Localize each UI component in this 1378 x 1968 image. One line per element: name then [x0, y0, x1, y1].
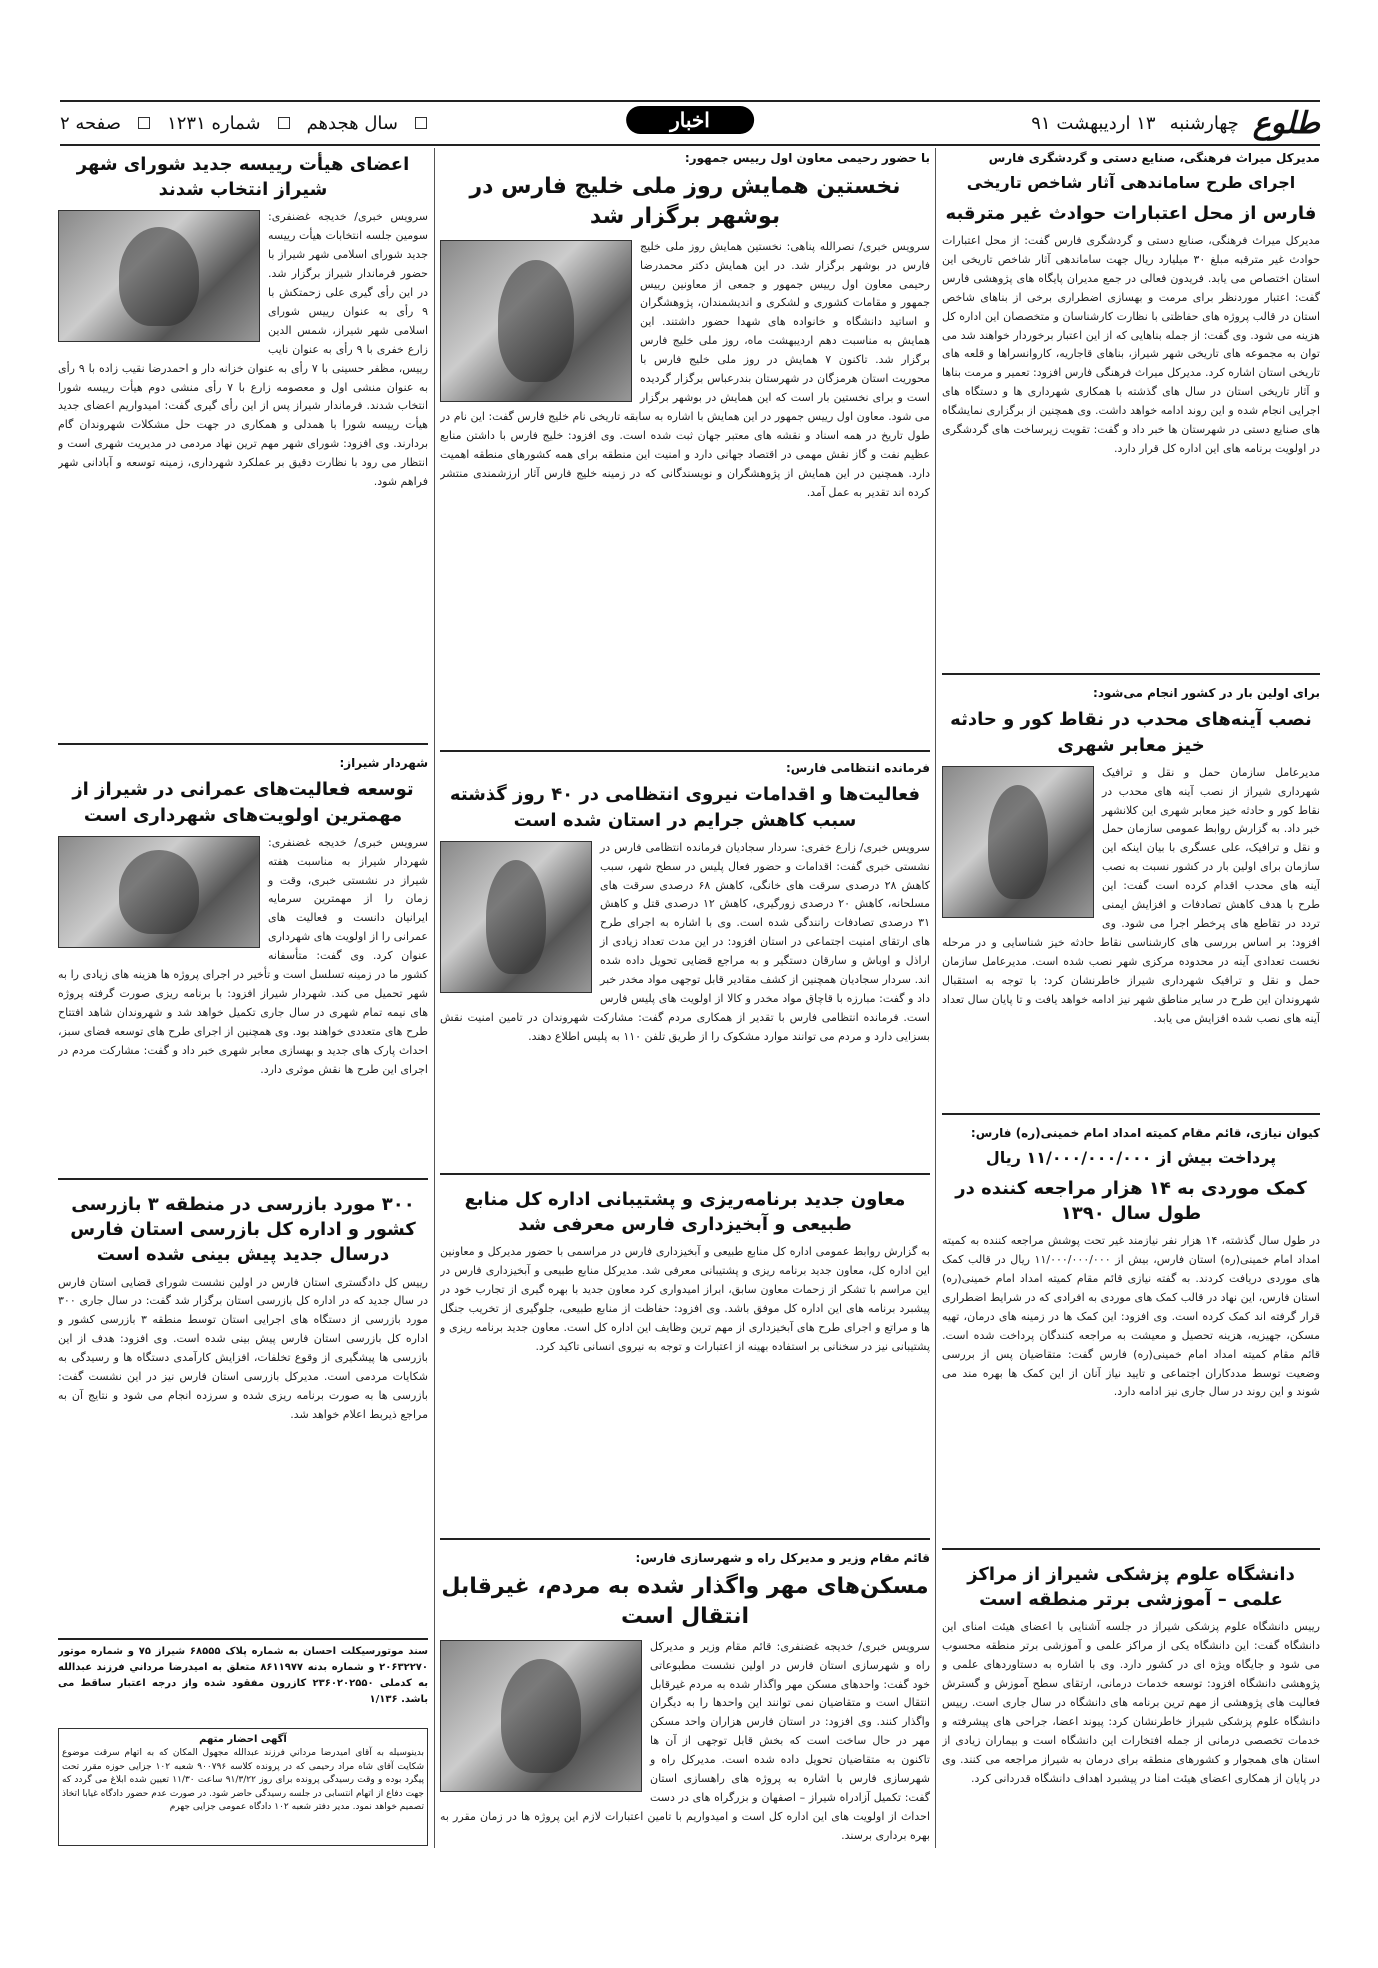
article-university [942, 1558, 1320, 1848]
right-column [942, 148, 1320, 1848]
press-photo [58, 836, 260, 948]
page-number: صفحه ۲ [60, 112, 122, 134]
article-divider [440, 750, 930, 752]
article-body: رییس کل دادگستری استان فارس در اولین نشست شورای قضایی استان فارس در سال جدید که در اداره کل بازرسی استان برگزار شد گفت: در سال جاری ۳۰۰ مورد بازرسی از دستگاه های اجرایی استان توسط منطقه ۳ بازرسی کشور و اداره کل بازرسی استان فارس پیش بینی شده است. وی افزود: هدف از این بازرسی ها پیشگیری از وقوع تخلفات، افزایش کارآمدی دستگاه ها و رسیدگی به شکایات مردمی است. مدیرکل بازرسی استان فارس نیز در این نشست گفت: بازرسی ها به صورت برنامه ریزی شده و سرزده انجام می شود و نتایج آن به مراجع ذیربط اعلام خواهد شد. [58, 1275, 428, 1421]
article-persian-gulf [440, 148, 930, 748]
masthead-bar [60, 100, 1320, 146]
square-icon [138, 117, 150, 129]
square-icon [278, 117, 290, 129]
article-headline: فارس از محل اعتبارات حوادث غیر مترقبه [945, 202, 1317, 224]
article-body: سرویس خبری/ زارع خفری: سردار سجادیان فرمانده انتظامی فارس در نشستی خبری گفت: اقدامات و حضور فعال پلیس در سطح شهر، سبب کاهش ۲۸ درصدی سرقت های خانگی، کاهش ۶۸ درصدی سرقت های مسلحانه، کاهش ۲۰ درصدی زورگیری، کاهش ۱۲ درصدی قتل و کاهش ۳۱ درصدی تصادفات رانندگی شده است. وی با اشاره به اجرای طرح های ارتقای امنیت اجتماعی در استان افزود: در این مدت تعداد زیادی از اراذل و اوباش و سارقان دستگیر و به مراجع قضایی تحویل داده شده اند. سردار سجادیان همچنین از کشف مقادیر قابل توجهی مواد مخدر خبر داد و گفت: مبارزه با قاچاق مواد مخدر و کالا از اولویت های پلیس فارس است. فرمانده انتظامی فارس با تقدیر از همکاری مردم گفت: مشارکت شهروندان در تامین امنیت نقش بسزایی دارد و مردم می توانند موارد مشکوک را از طریق تلفن ۱۱۰ به پلیس اطلاع دهند. [440, 840, 930, 1043]
article-divider [440, 1173, 930, 1175]
meeting-photo [440, 1640, 642, 1792]
article-headline: ۳۰۰ مورد بازرسی در منطقه ۳ بازرسی کشور و اداره کل بازرسی استان فارس درسال جدید پیش بینی شده است [70, 1194, 416, 1266]
day-label: چهارشنبه [1169, 112, 1239, 134]
article-body: سرویس خبری/ خدیجه غضنفری: سومین جلسه انتخابات هیأت رییسه جدید شورای اسلامی شهر شیراز با حضور فرماندار شیراز برگزار شد. در این رأی گیری علی زحمتکش با ۹ رأی به عنوان رییس شورای اسلامی شهر شیراز، شمس الدین زارع خفری با ۹ رأی به عنوان نایب رییس، مظفر حسینی با ۷ رأی به عنوان خزانه دار و احمدرضا نقیب زاده با ۹ رأی به عنوان منشی اول و معصومه زارع با ۷ رأی منشی دوم هیأت رییسه شورا انتخاب شدند. فرماندار شیراز پس از این رأی گیری گفت: امیدواریم اعضای جدید هیأت رییسه شورا با همدلی و همکاری در جهت حل مشکلات شهروندان گام بردارند. وی افزود: شورای شهر مهم ترین نهاد مردمی در مدیریت شهری است و انتظار می رود با نظارت دقیق بر عملکرد شهرداری، زمینه توسعه و آبادانی شهر فراهم شود. [58, 210, 428, 489]
article-divider [942, 673, 1320, 675]
article-kicker: کیوان نیازی، قائم مقام کمیته امداد امام خمینی(ره) فارس: [970, 1126, 1320, 1140]
article-city-council [58, 148, 428, 738]
newspaper-logo: طلوع [1252, 105, 1320, 141]
lost-document-notice: سند موتورسیکلت احسان به شماره پلاک ۶۸۵۵۵ شیراز ۷۵ و شماره موتور ۲۰۶۳۲۲۷۰ و شماره بدنه ۸۶۱۱۹۷۷ متعلق به امیدرضا مرداني فرزند عبدالله به کدملی ۲۳۶۰۲۰۲۵۵۰ کازرون مفقود شده واز درجه اعتبار ساقط می باشد. ۱/۱۳۶ [58, 1638, 428, 1724]
article-divider [58, 1178, 428, 1180]
article-kicker: فرمانده انتظامی فارس: [785, 761, 930, 775]
article-headline: کمک موردی به ۱۴ هزار مراجعه کننده در طول سال ۱۳۹۰ [955, 1177, 1307, 1224]
article-subhead: اجرای طرح ساماندهی آثار شاخص تاریخی [966, 173, 1296, 193]
article-body: در طول سال گذشته، ۱۴ هزار نفر نیازمند غیر تحت پوشش مراجعه کننده به کمیته امداد امام خمینی(ره) استان فارس، بیش از ۱۱/۰۰۰/۰۰۰/۰۰۰ ریال در قالب کمک های موردی دریافت کردند. به گفته نیازی قائم مقام کمیته امداد امام خمینی(ره) استان فارس، این نهاد در قالب کمک های موردی به افرادی که در شرایط اضطراری قرار گرفته اند کمک کرده است. وی افزود: این کمک ها در زمینه های درمان، تهیه مسکن، جهیزیه، هزینه تحصیل و معیشت به مراجعه کنندگان پرداخت شده است. قائم مقام کمیته امداد امام خمینی(ره) فارس گفت: متقاضیان پس از بررسی وضعیت توسط مددکاران اجتماعی و تایید نیاز آنان از این کمک ها بهره مند می شوند و این روند در سال جاری نیز ادامه دارد. [942, 1234, 1320, 1399]
column-rule [434, 148, 435, 1848]
article-subhead: پرداخت بیش از ۱۱/۰۰۰/۰۰۰/۰۰۰ ریال [985, 1148, 1277, 1168]
article-kicker: قائم مقام وزیر و مدیرکل راه و شهرسازی فارس: [635, 1551, 930, 1565]
square-icon [415, 117, 427, 129]
article-kicker: با حضور رحیمی معاون اول رییس جمهور: [684, 151, 930, 165]
article-headline: توسعه فعالیت‌های عمرانی در شیراز از مهمترین اولویت‌های شهرداری است [72, 779, 414, 826]
council-photo [58, 210, 260, 342]
article-kicker: شهردار شیراز: [339, 756, 428, 770]
left-column [58, 148, 428, 1848]
masthead-left [60, 113, 430, 134]
article-headline: نخستین همایش روز ملی خلیج فارس در بوشهر برگزار شد [469, 174, 901, 230]
article-inspection [58, 1188, 428, 1628]
article-body: مدیرکل میراث فرهنگی، صنایع دستی و گردشگری فارس گفت: از محل اعتبارات حوادث غیر مترقبه مبلغ ۳۰ میلیارد ریال جهت ساماندهی آثار شاخص تاریخی این استان اختصاص می یابد. فریدون فعالی در جمع مدیران پایگاه های پژوهشی فارس گفت: اعتبار موردنظر برای مرمت و بهسازی اضطراری برخی از بناهای شاخص استان در قالب پروژه های حفاظتی با نظارت کارشناسان و متخصصان این اداره کل هزینه می شود. وی گفت: از جمله بناهایی که از این اعتبار برخوردار خواهند شد می توان به مجموعه های تاریخی شهر شیراز، بناهای قاجاریه، کاروانسراها و قلعه های تاریخی استان اشاره کرد. مدیرکل میراث فرهنگی فارس افزود: تعمیر و مرمت بناها و آثار تاریخی استان در سال های گذشته با همکاری شهرداری ها و دستگاه های اجرایی انجام شده و این روند ادامه خواهد داشت. وی همچنین از برگزاری نمایشگاه های صنایع دستی در شهرستان ها خبر داد و گفت: تقویت زیرساخت های گردشگری در اولویت برنامه های این اداره کل قرار دارد. [942, 233, 1320, 455]
article-relief [942, 1123, 1320, 1543]
article-divider [58, 743, 428, 745]
date-label: ۱۳ اردیبهشت ۹۱ [1031, 112, 1156, 134]
article-headline: اعضای هیأت رییسه جدید شورای شهر شیراز انتخاب شدند [76, 154, 410, 201]
issue-label: شماره ۱۲۳۱ [167, 112, 261, 134]
article-body: به گزارش روابط عمومی اداره کل منابع طبیعی و آبخیزداری فارس در مراسمی با حضور مدیرکل و معاونین این اداره کل، معاون جدید برنامه ریزی و پشتیبانی معرفی شد. مدیرکل منابع طبیعی و آبخیزداری فارس در این مراسم با تشکر از زحمات معاون سابق، ابراز امیدواری کرد معاون جدید با بهره گیری از تجارب خود در پیشبرد برنامه های این اداره کل موفق باشد. وی افزود: حفاظت از منابع طبیعی، جلوگیری از تخریب جنگل ها و مراتع و اجرای طرح های آبخیزداری از مهم ترین وظایف این اداره کل است. معاون جدید برنامه ریزی و پشتیبانی نیز در سخنانی بر استفاده بهینه از اعتبارات و توجه به نیروی انسانی تاکید کرد. [440, 1245, 930, 1353]
article-housing [440, 1548, 930, 1848]
article-body: سرویس خبری/ نصرالله پناهی: نخستین همایش روز ملی خلیج فارس در بوشهر برگزار شد. در این همایش دکتر محمدرضا رحیمی معاون اول رییس جمهور و جمعی از معاونین رییس جمهور و مقامات کشوری و لشکری و اندیشمندان، پژوهشگران و اساتید دانشگاه و خانواده های شهدا حضور داشتند. این همایش به مناسبت دهم اردیبهشت ماه، روز ملی خلیج فارس برگزار شد. تاکنون ۷ همایش در روز ملی خلیج فارس با محوریت استان هرمزگان در شهرستان بندرعباس برگزار گردیده است و برای نخستین بار است که این همایش در بوشهر برگزار می شود. معاون اول رییس جمهور در این همایش با اشاره به سابقه تاریخی نام خلیج فارس گفت: این نام در طول تاریخ در همه اسناد و نقشه های معتبر جهان ثبت شده است. وی افزود: خلیج فارس با داشتن منابع عظیم نفت و گاز نقش مهمی در اقتصاد جهانی دارد و امنیت این منطقه برای همه کشورهای منطقه اهمیت دارد. همچنین در این همایش از پژوهشگران و نویسندگانی که در زمینه خلیج فارس آثار ارزشمندی منتشر کرده اند تقدیر به عمل آمد. [440, 239, 930, 499]
column-rule [935, 148, 936, 1848]
masthead-right [1031, 106, 1320, 141]
article-heritage [942, 148, 1320, 668]
article-natural-resources [440, 1183, 930, 1533]
article-headline: نصب آینه‌های محدب در نقاط کور و حادثه خیز معابر شهری [950, 709, 1312, 756]
article-kicker: مدیرکل میراث فرهنگی، صنایع دستی و گردشگری فارس [988, 151, 1320, 165]
article-headline: فعالیت‌ها و اقدامات نیروی انتظامی در ۴۰ روز گذشته سبب کاهش جرایم در استان شده است [449, 784, 921, 831]
article-body: مدیرعامل سازمان حمل و نقل و ترافیک شهرداری شیراز از نصب آینه های محدب در نقاط کور و حادثه خیز معابر شهری این کلانشهر خبر داد. به گزارش روابط عمومی سازمان حمل و نقل و ترافیک، علی عسگری با بیان اینکه این سازمان برای اولین بار در کشور نسبت به نصب آینه های محدب اقدام کرده است گفت: این طرح با هدف کاهش تصادفات و افزایش ایمنی تردد در تقاطع های پرخطر اجرا می شود. وی افزود: بر اساس بررسی های کارشناسی نقاط حادثه خیز شناسایی و در مرحله نخست تعدادی آینه در محدوده مرکزی شهر نصب شده است. مدیرعامل سازمان حمل و نقل و ترافیک شهرداری شیراز خاطرنشان کرد: با توجه به استقبال شهروندان این طرح در سایر مناطق شهر نیز ادامه خواهد یافت و تا پایان سال تعداد آینه های نصب شده افزایش می یابد. [942, 765, 1320, 1025]
article-mirrors [942, 683, 1320, 1108]
article-divider [440, 1538, 930, 1540]
article-body: سرویس خبری/ خدیجه غضنفری: شهردار شیراز به مناسبت هفته شیراز در نشستی خبری، وقت و زمان را از مهمترین سرمایه ایرانیان دانست و فعالیت های عمرانی را از اولویت های شهرداری عنوان کرد. وی گفت: متأسفانه کشور ما در زمینه تسلسل است و تأخیر در اجرای پروژه ها هزینه های زیادی را به شهر تحمیل می کند. شهردار شیراز افزود: با برنامه ریزی صورت گرفته پروژه های نیمه تمام شهری در سال جاری تکمیل خواهد شد و شهروندان شاهد افتتاح طرح های متعددی خواهند بود. وی همچنین از اجرای طرح های توسعه فضای سبز، احداث پارک های جدید و بهسازی معابر شهری خبر داد و گفت: مشارکت مردم در اجرای این طرح ها نقش موثری دارد. [58, 835, 428, 1076]
portrait-photo [440, 841, 592, 993]
article-police [440, 758, 930, 1168]
legal-notice-title: آگهی احضار متهم [199, 1734, 287, 1745]
article-headline: معاون جدید برنامه‌ریزی و پشتیبانی اداره کل منابع طبیعی و آبخیزداری فارس معرفی شد [464, 1189, 906, 1236]
article-divider [942, 1548, 1320, 1550]
middle-column [440, 148, 930, 1848]
portrait-photo [942, 766, 1094, 918]
article-divider [942, 1113, 1320, 1115]
legal-notice [58, 1728, 428, 1846]
year-label: سال هجدهم [306, 112, 398, 134]
article-headline: مسکن‌های مهر واگذار شده به مردم، غیرقابل انتقال است [441, 1574, 929, 1630]
article-kicker: برای اولین بار در کشور انجام می‌شود: [1093, 686, 1320, 700]
article-body: سرویس خبری/ خدیجه غضنفری: قائم مقام وزیر و مدیرکل راه و شهرسازی استان فارس در اولین نشست مطبوعاتی خود گفت: واحدهای مسکن مهر واگذار شده به مردم غیرقابل انتقال است و متقاضیان نمی توانند این واحدها را به دیگران واگذار کنند. وی افزود: در استان فارس هزاران واحد مسکن مهر در حال ساخت است که بخش قابل توجهی از آن ها تاکنون به متقاضیان تحویل داده شده است. مدیرکل راه و شهرسازی فارس با اشاره به پروژه های راهسازی استان گفت: تکمیل آزادراه شیراز – اصفهان و بزرگراه های در دست احداث از اولویت های این اداره کل است و امیدواریم با تامین اعتبارات لازم این پروژه ها در زمان مقرر به بهره برداری برسند. [440, 1639, 930, 1842]
section-badge: اخبار [626, 106, 754, 134]
legal-notice-body: بدینوسیله به آقای امیدرضا مرداني فرزند عبدالله مجهول المکان که به اتهام سرقت موضوع شکایت آقای شاه مراد رحیمی که در پرونده کلاسه ۹۰۰۷۹۶ شعبه ۱۰۲ جزایی حوزه مقرر تحت پیگرد بوده و وقت رسیدگی پرونده برای روز ۹۱/۳/۲۲ ساعت ۱۱/۳۰ تعیین شده ابلاغ می گردد که جهت دفاع از اتهام انتسابی در جلسه رسیدگی حاضر شود. در صورت عدم حضور دادگاه غیابا اتخاذ تصمیم خواهد نمود. مدیر دفتر شعبه ۱۰۲ دادگاه عمومی جزایی جهرم [62, 1748, 424, 1812]
article-headline: دانشگاه علوم پزشکی شیراز از مراکز علمی – آموزشی برتر منطقه است [967, 1564, 1295, 1611]
article-mayor [58, 753, 428, 1173]
event-photo [440, 240, 632, 402]
article-body: رییس دانشگاه علوم پزشکی شیراز در جلسه آشنایی با اعضای هیئت امنای این دانشگاه گفت: این دانشگاه یکی از مراکز علمی و آموزشی برتر منطقه محسوب می شود و جایگاه ویژه ای در کشور دارد. وی با اشاره به دستاوردهای علمی و پژوهشی دانشگاه افزود: توسعه خدمات درمانی، ارتقای سطح آموزش و گسترش فعالیت های پژوهشی از مهم ترین برنامه های دانشگاه در سال جاری است. رییس دانشگاه علوم پزشکی شیراز خاطرنشان کرد: پیوند اعضا، جراحی های پیشرفته و خدمات تخصصی درمانی از جمله افتخارات این دانشگاه است و بیماران زیادی از استان های همجوار و کشورهای منطقه برای درمان به شیراز مراجعه می کنند. وی در پایان از همکاری اعضای هیئت امنا در پیشبرد اهداف دانشگاه قدردانی کرد. [942, 1620, 1320, 1785]
